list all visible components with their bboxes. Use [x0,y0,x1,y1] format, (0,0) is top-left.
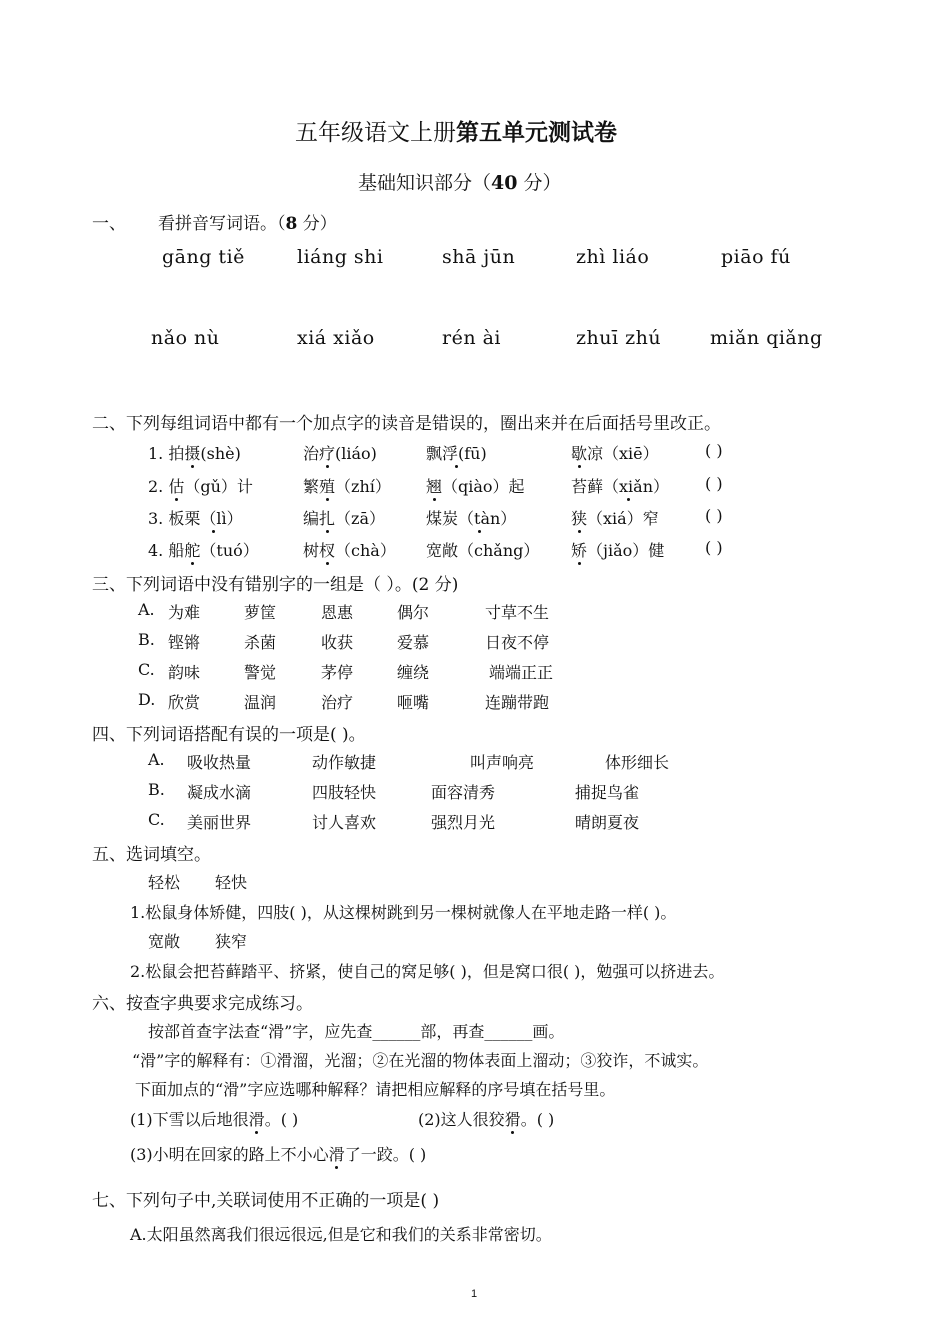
answer-paren[interactable]: ( ) [705,474,723,493]
q6-item-1: (1)下雪以后地很滑。( ) [130,1110,299,1129]
q6-line-2: “滑”字的解释有：①滑溜，光溜；②在光溜的物体表面上溜动；③狡诈，不诚实。 [132,1051,709,1070]
q2-row-4: 4. 船舵（tuó） [148,541,259,560]
q2-row-2-word3: 翘（qiào）起 [426,477,525,496]
option-word: 寸草不生 [485,603,550,622]
option-word: 铿锵 [168,633,201,652]
pinyin-item: shā jūn [442,246,516,268]
pinyin-item: nǎo nù [151,327,220,349]
option-word: 治疗 [321,693,354,712]
option-label: C. [148,810,165,829]
option-label: A. [138,600,155,619]
q2-row-1-word2: 治疗(liáo) [303,444,377,463]
option-word: 温润 [244,693,277,712]
q7-option-a: A.太阳虽然离我们很远很远,但是它和我们的关系非常密切。 [130,1225,552,1244]
option-word: 美丽世界 [187,813,252,832]
option-word: 讨人喜欢 [312,813,377,832]
q2-row-4-word2: 树杈（chà） [303,541,396,560]
pinyin-item: gāng tiě [162,246,245,268]
option-word: 凝成水滴 [187,783,252,802]
option-label: B. [138,630,155,649]
q2-row-1-word4: 歇凉（xiē） [571,444,659,463]
word-choice: 轻松 [148,873,181,892]
q6-heading: 六、按查字典要求完成练习。 [92,994,313,1014]
pinyin-item: piāo fú [721,246,791,268]
option-word: 警觉 [244,663,277,682]
q2-row-2-word4: 苔藓（xiǎn） [571,477,670,496]
q2-row-3: 3. 板栗（lì） [148,509,243,528]
answer-paren[interactable]: ( ) [705,506,723,525]
option-word: 体形细长 [605,753,670,772]
q5-sentence-2: 2.松鼠会把苔藓踏平、挤紧，使自己的窝足够( )，但是窝口很( )，勉强可以挤进去。 [130,962,725,981]
option-word: 咂嘴 [397,693,430,712]
option-word: 萝筐 [244,603,277,622]
option-word: 强烈月光 [431,813,496,832]
q2-row-1-word3: 飘浮(fū) [426,444,487,463]
pinyin-item: rén ài [442,327,502,349]
q5-heading: 五、选词填空。 [92,845,211,865]
option-word: 晴朗夏夜 [575,813,640,832]
q2-row-1: 1. 拍摄(shè) [148,444,241,463]
q6-item-3: (3)小明在回家的路上不小心滑了一跤。( ) [130,1145,427,1164]
option-word: 缠绕 [397,663,430,682]
option-word: 茅停 [321,663,354,682]
q4-heading: 四、下列词语搭配有误的一项是( )。 [92,725,366,745]
pinyin-item: zhuī zhú [576,327,662,349]
option-label: C. [138,660,155,679]
word-choice: 轻快 [215,873,248,892]
q6-item-2: (2)这人很狡猾。( ) [418,1110,555,1129]
word-choice: 狭窄 [215,932,248,951]
option-word: 恩惠 [321,603,354,622]
q1-number: 一、 [92,214,126,234]
option-word: 面容清秀 [431,783,496,802]
option-word: 为难 [168,603,201,622]
word-choice: 宽敞 [148,932,181,951]
option-word: 吸收热量 [187,753,252,772]
q6-line-3: 下面加点的“滑”字应选哪种解释？请把相应解释的序号填在括号里。 [135,1080,616,1099]
q2-row-4-word3: 宽敞（chǎng） [426,541,540,560]
q1-heading: 看拼音写词语。（8 分） [158,214,337,234]
q2-row-3-word2: 编扎（zā） [303,509,386,528]
q7-heading: 七、下列句子中,关联词使用不正确的一项是( ) [92,1191,440,1211]
option-label: D. [138,690,156,709]
section-subtitle: 基础知识部分（40 分） [358,172,562,194]
option-word: 杀菌 [244,633,277,652]
option-label: A. [148,750,165,769]
q2-heading: 二、下列每组词语中都有一个加点字的读音是错误的，圈出来并在后面括号里改正。 [92,414,721,434]
option-word: 欣赏 [168,693,201,712]
option-word: 收获 [321,633,354,652]
q6-line-1: 按部首查字法查“滑”字，应先查______部，再查______画。 [148,1022,565,1041]
option-word: 四肢轻快 [312,783,377,802]
option-word: 爱慕 [397,633,430,652]
option-label: B. [148,780,165,799]
q2-row-3-word3: 煤炭（tàn） [426,509,517,528]
option-word: 韵味 [168,663,201,682]
pinyin-item: xiá xiǎo [297,327,375,349]
option-word: 连蹦带跑 [485,693,550,712]
q3-heading: 三、下列词语中没有错别字的一组是（ ）。(2 分) [92,575,459,595]
answer-paren[interactable]: ( ) [705,538,723,557]
q2-row-4-word4: 矫（jiǎo）健 [571,541,665,560]
page-title: 五年级语文上册第五单元测试卷 [295,119,617,146]
pinyin-item: miǎn qiǎng [710,327,823,349]
q2-row-3-word4: 狭（xiá）窄 [571,509,659,528]
q2-row-2-word2: 繁殖（zhí） [303,477,391,496]
option-word: 端端正正 [489,663,554,682]
page-number: 1 [471,1288,478,1300]
answer-paren[interactable]: ( ) [705,441,723,460]
option-word: 叫声响亮 [470,753,535,772]
q2-row-2: 2. 估（gǔ）计 [148,477,253,496]
q5-sentence-1: 1.松鼠身体矫健，四肢( )，从这棵树跳到另一棵树就像人在平地走路一样( )。 [130,903,677,922]
pinyin-item: zhì liáo [576,246,650,268]
option-word: 日夜不停 [485,633,550,652]
pinyin-item: liáng shi [297,246,384,268]
option-word: 捕捉鸟雀 [575,783,640,802]
option-word: 动作敏捷 [312,753,377,772]
option-word: 偶尔 [397,603,430,622]
